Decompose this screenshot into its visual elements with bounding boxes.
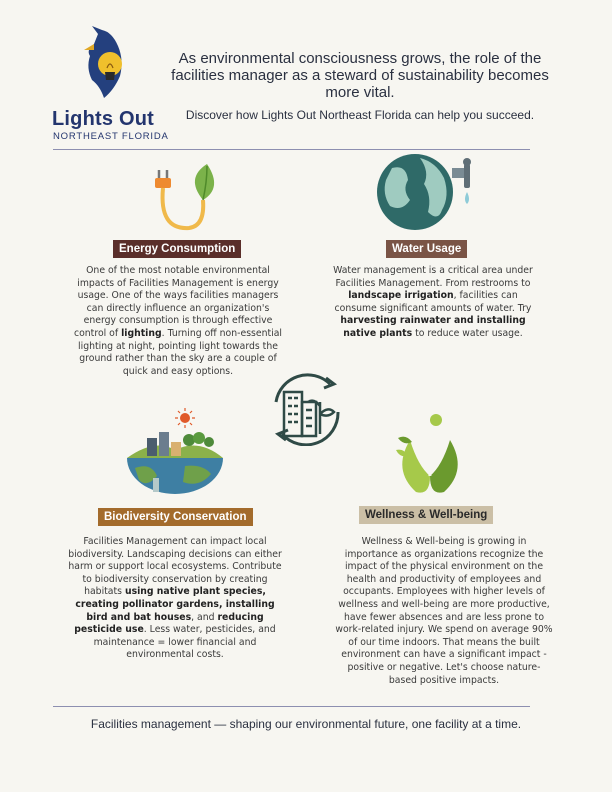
biodiversity-label: Biodiversity Conservation — [98, 508, 253, 526]
plug-leaf-icon — [145, 158, 225, 238]
water-text: Water management is a critical area under Facilities Management. From restrooms to landscape irrigation, facilities can consume significant amounts of water. Try harvesting rainwater and installing native plants to reduce water usage. — [333, 265, 533, 339]
water-label: Water Usage — [386, 240, 467, 258]
cardinal-bulb-logo-icon — [50, 20, 160, 110]
energy-label: Energy Consumption — [113, 240, 241, 258]
bottom-divider — [53, 706, 530, 707]
logo-title: Lights Out — [52, 108, 154, 130]
globe-faucet-icon — [372, 150, 492, 240]
sustainable-building-icon — [258, 372, 354, 446]
logo-subtitle: NORTHEAST FLORIDA — [53, 131, 169, 142]
energy-text: One of the most notable environmental impacts of Facilities Management is energy usage. One of the ways facilities managers can directly influence an organization's energy consumption is through effective control of lighting. Turning off non-essential lighting at night, pointing light towards the ground rather than the sky are a couple of quick and easy options. — [73, 265, 283, 377]
wellness-person-leaf-icon — [390, 410, 470, 500]
biodiversity-text: Facilities Management can impact local biodiversity. Landscaping decisions can either harm or support local ecosystems. Contribute to biodiversity conservation by creating habitats using native plant species, creating pollinator gardens, installing bird and bat houses, and reducing pesticide use. Less water, pesticides, and maintenance = lower financial and environmental costs. — [68, 536, 282, 661]
tagline: Discover how Lights Out Northeast Florida can help you succeed. — [185, 108, 535, 122]
headline: As environmental consciousness grows, the role of the facilities manager as a steward of sustainability becomes more vital. — [171, 50, 549, 101]
footer-text: Facilities management — shaping our environmental future, one facility at a time. — [90, 717, 522, 731]
wellness-label: Wellness & Well-being — [359, 506, 493, 524]
wellness-text: Wellness & Well-being is growing in importance as organizations recognize the impact of the physical environment on the health and productivity of employees and occupants. Employees with higher levels of wellness and well-being are more productive, have fewer absences and are less prone to work-related injury. We spend on average 90% of our time indoors. That means the built environment can have a significant impact - positive or negative. Let's choose nature-based positive impacts. — [335, 536, 553, 686]
earth-nature-icon — [125, 408, 225, 498]
